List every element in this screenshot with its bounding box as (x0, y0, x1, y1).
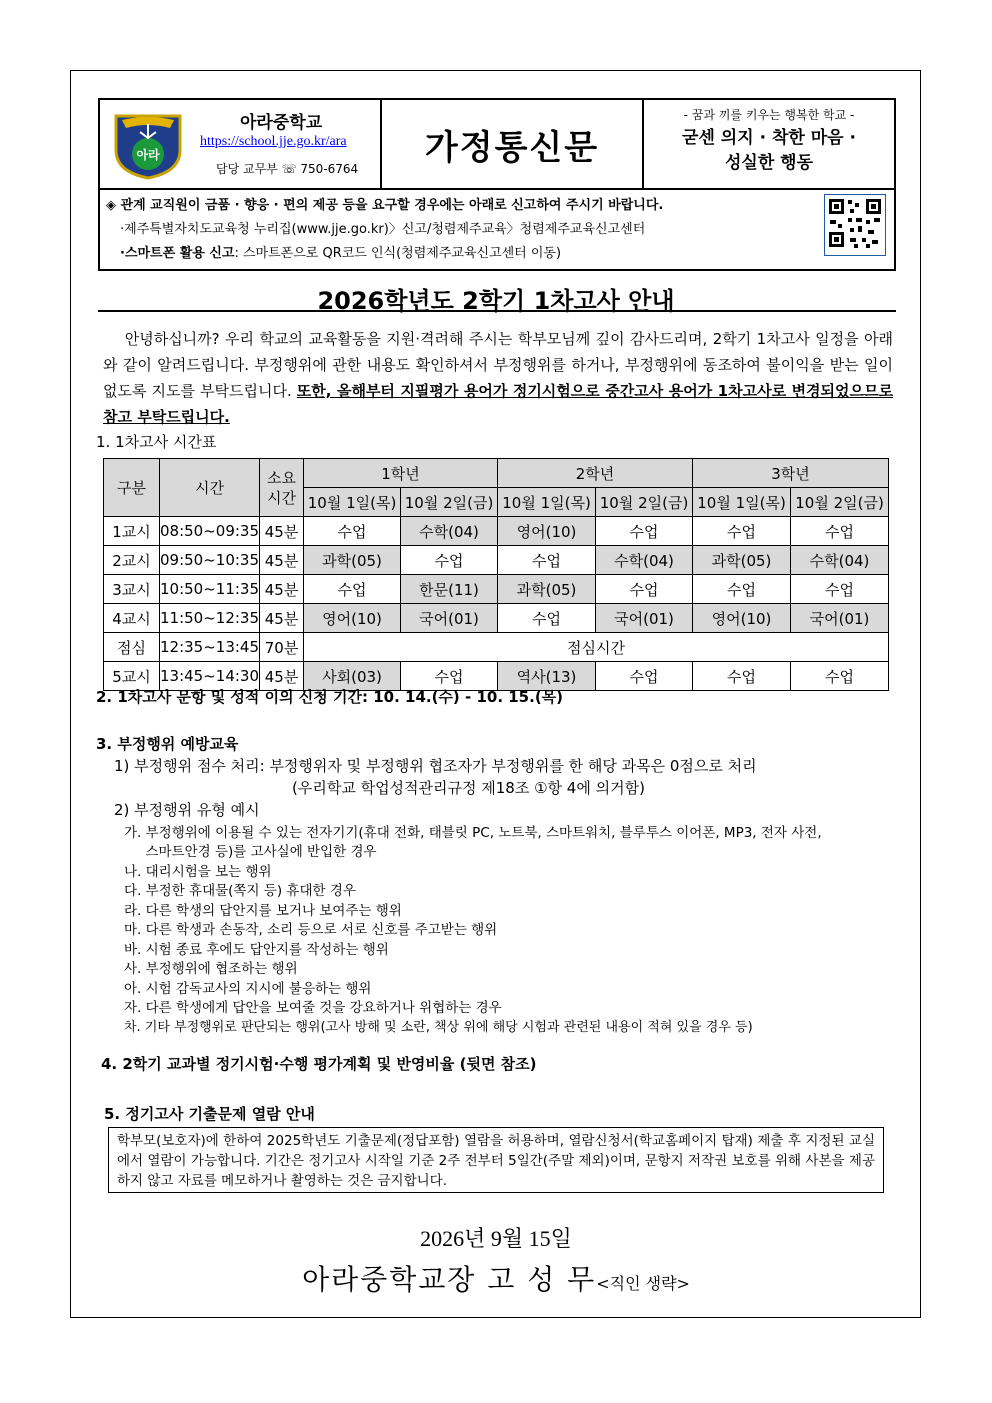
list-item: 바. 시험 종료 후에도 답안지를 작성하는 행위 (124, 942, 389, 958)
list-item: 아. 시험 감독교사의 지시에 불응하는 행위 (124, 981, 372, 997)
s3-item1: 1) 부정행위 점수 처리: 부정행위자 및 부정행위 협조자가 부정행위를 한 해당 과목은 0점으로 처리 (114, 757, 757, 775)
school-name: 아라중학교 (240, 113, 323, 133)
exam-cell: 국어(01) (596, 604, 693, 633)
section5-heading: 5. 정기고사 기출문제 열람 안내 (104, 1105, 315, 1123)
section3-heading: 3. 부정행위 예방교육 (96, 735, 239, 753)
exam-cell: 사회(03) (304, 662, 401, 691)
schedule-cell: 수업 (791, 575, 889, 604)
logo-text: 아라 (136, 148, 160, 162)
s3-item1-note: (우리학교 학업성적관리규정 제18조 ①항 4에 의거함) (292, 779, 645, 797)
school-info (100, 100, 382, 188)
list-item: 자. 다른 학생에게 답안을 보여줄 것을 강요하거나 위협하는 경우 (124, 1000, 502, 1016)
schedule-cell: 수업 (693, 517, 791, 546)
period-cell: 2교시 (104, 546, 160, 575)
exam-cell: 수학(04) (596, 546, 693, 575)
header-period: 구분 (104, 459, 160, 517)
header-duration: 소요 시간 (260, 459, 304, 517)
list-item: 사. 부정행위에 협조하는 행위 (124, 961, 298, 977)
schedule-cell: 수업 (791, 517, 889, 546)
school-url-link[interactable]: https://school.jje.go.kr/ara (200, 134, 347, 149)
notice-sub2-text: : 스마트폰으로 QR코드 인식(청렴제주교육신고센터 이동) (234, 246, 562, 261)
duration-cell: 45분 (260, 604, 304, 633)
period-cell: 5교시 (104, 662, 160, 691)
exam-timetable (103, 458, 889, 691)
notice-sub1: ·제주특별자치도교육청 누리집(www.jje.go.kr)〉신고/청렴제주교육〉청렴제주교육신고센터 (120, 222, 646, 237)
table-row (104, 604, 889, 633)
newsletter-header (98, 98, 896, 271)
header-grade-1: 1학년 (304, 459, 498, 488)
duration-cell: 45분 (260, 575, 304, 604)
section2-heading: 2. 1차고사 문항 및 성적 이의 신청 기간: 10. 14.(수) - 10. 15.(목) (96, 688, 564, 706)
period-cell: 점심 (104, 633, 160, 662)
exam-cell: 수학(04) (401, 517, 498, 546)
issue-date: 2026년 9월 15일 (420, 1226, 572, 1251)
exam-cell: 한문(11) (401, 575, 498, 604)
header-grade-2: 2학년 (498, 459, 693, 488)
table-row-lunch (104, 633, 889, 662)
section4-heading: 4. 2학기 교과별 정기시험·수행 평가계획 및 반영비율 (뒷면 참조) (101, 1055, 537, 1073)
intro-text: 안녕하십니까? 우리 학교의 교육활동을 지원·격려해 주시는 학부모님께 깊이 감사드리며, 2학기 1차고사 일정을 아래와 같이 알려드립니다. 부정행위에 관한 내용도 확인하셔서 부정행위를 하거나, 부정행위에 동조하여 불이익을 받는 일이 없도록 지도를 부탁드립니다. (103, 330, 893, 400)
exam-cell: 영어(10) (304, 604, 401, 633)
schedule-cell: 수업 (596, 575, 693, 604)
exam-cell: 역사(13) (498, 662, 596, 691)
contact-info: 담당 교무부 ☏ 750-6764 (216, 162, 359, 176)
schedule-cell: 수업 (304, 575, 401, 604)
list-item: 라. 다른 학생의 답안지를 보거나 보여주는 행위 (124, 903, 402, 919)
exam-cell: 과학(05) (304, 546, 401, 575)
newsletter-title: 가정통신문 (382, 100, 644, 188)
schedule-cell: 수업 (498, 546, 596, 575)
schedule-cell: 수업 (401, 662, 498, 691)
duration-cell: 70분 (260, 633, 304, 662)
notice-main: ◈ 관계 교직원이 금품 · 향응 · 편의 제공 등을 요구할 경우에는 아래로 신고하여 주시기 바랍니다. (106, 198, 664, 213)
schedule-cell: 수업 (304, 517, 401, 546)
list-item: 나. 대리시험을 보는 행위 (124, 864, 272, 880)
header-date: 10월 2일(금) (791, 488, 889, 517)
notice-sub2 (120, 242, 561, 261)
time-cell: 11:50~12:35 (160, 604, 260, 633)
schedule-cell: 수업 (596, 662, 693, 691)
school-logo (108, 110, 188, 180)
list-item: 가. 부정행위에 이용될 수 있는 전자기기(휴대 전화, 태블릿 PC, 노트북, 스마트워치, 블루투스 이어폰, MP3, 전자 사전, (124, 825, 822, 841)
time-cell: 10:50~11:35 (160, 575, 260, 604)
period-cell: 1교시 (104, 517, 160, 546)
exam-cell: 영어(10) (693, 604, 791, 633)
header-grade-3: 3학년 (693, 459, 889, 488)
motto-line1: 굳센 의지 · 착한 마음 · (682, 128, 856, 148)
list-item: 스마트안경 등)를 고사실에 반입한 경우 (124, 844, 377, 860)
list-item: 차. 기타 부정행위로 판단되는 행위(고사 방해 및 소란, 책상 위에 해당 시험과 관련된 내용이 적혀 있을 경우 등) (124, 1020, 753, 1035)
time-cell: 12:35~13:45 (160, 633, 260, 662)
schedule-cell: 수업 (401, 546, 498, 575)
motto-line2: 성실한 행동 (724, 153, 814, 173)
title-divider (98, 310, 896, 312)
time-cell: 08:50~09:35 (160, 517, 260, 546)
motto-subtitle: - 꿈과 끼를 키우는 행복한 학교 - (683, 108, 855, 122)
exam-cell: 수학(04) (791, 546, 889, 575)
integrity-notice (100, 190, 894, 270)
period-cell: 4교시 (104, 604, 160, 633)
notice-sub2-label: ·스마트폰 활용 신고 (120, 246, 235, 261)
exam-cell: 국어(01) (401, 604, 498, 633)
schedule-cell: 수업 (693, 662, 791, 691)
duration-cell: 45분 (260, 662, 304, 691)
period-cell: 3교시 (104, 575, 160, 604)
header-date: 10월 2일(금) (401, 488, 498, 517)
exam-cell: 과학(05) (498, 575, 596, 604)
time-cell: 09:50~10:35 (160, 546, 260, 575)
schedule-cell: 수업 (791, 662, 889, 691)
schedule-cell: 수업 (498, 604, 596, 633)
exam-cell: 과학(05) (693, 546, 791, 575)
header-date: 10월 2일(금) (596, 488, 693, 517)
intro-emphasis: 또한, 올해부터 지필평가 용어가 정기시험으로 중간고사 용어가 1차고사로 변경되었으므로 참고 부탁드립니다. (103, 382, 893, 426)
duration-cell: 45분 (260, 546, 304, 575)
schedule-cell: 수업 (693, 575, 791, 604)
s3-item2: 2) 부정행위 유형 예시 (114, 801, 260, 819)
table-row (104, 575, 889, 604)
archive-notice-box: 학부모(보호자)에 한하여 2025학년도 기출문제(정답포함) 열람을 허용하며, 열람신청서(학교홈페이지 탑재) 제출 후 지정된 교실에서 열람이 가능합니다. 기간은 정기고사 시작일 기준 2주 전부터 5일간(주말 제외)이며, 문항지 저작권 보호를 위해 사본을 제공하지 않고 자료를 메모하거나 촬영하는 것은 금지합니다. (108, 1127, 884, 1193)
school-motto (644, 100, 894, 188)
schedule-cell: 수업 (596, 517, 693, 546)
principal-signature (0, 1258, 992, 1298)
header-date: 10월 1일(목) (304, 488, 401, 517)
document-title: 2026학년도 2학기 1차고사 안내 (317, 287, 675, 315)
exam-cell: 영어(10) (498, 517, 596, 546)
list-item: 마. 다른 학생과 손동작, 소리 등으로 서로 신호를 주고받는 행위 (124, 922, 498, 938)
table-row (104, 546, 889, 575)
exam-cell: 국어(01) (791, 604, 889, 633)
qr-code-icon[interactable] (824, 194, 886, 256)
table-row (104, 517, 889, 546)
intro-paragraph (103, 326, 893, 430)
header-date: 10월 1일(목) (498, 488, 596, 517)
lunch-cell: 점심시간 (304, 633, 889, 662)
list-item: 다. 부정한 휴대물(쪽지 등) 휴대한 경우 (124, 883, 356, 899)
header-date: 10월 1일(목) (693, 488, 791, 517)
header-time: 시간 (160, 459, 260, 517)
section1-heading: 1. 1차고사 시간표 (96, 433, 217, 451)
duration-cell: 45분 (260, 517, 304, 546)
time-cell: 13:45~14:30 (160, 662, 260, 691)
principal-name: 아라중학교장 고 성 무 (302, 1263, 597, 1296)
seal-note: <직인 생략> (596, 1274, 690, 1293)
